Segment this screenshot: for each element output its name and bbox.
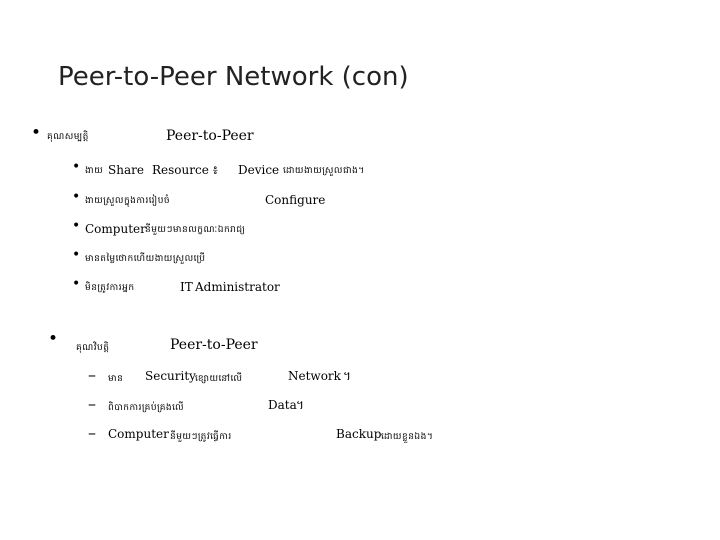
item-text: មិនត្រូវការអ្នក [85,283,135,293]
item-text: Computer [108,427,169,441]
bullet-icon: • [48,329,59,349]
item-text: ងាយស្រួលក្នុងការរៀបចំ [85,196,171,206]
slide-title: Peer-to-Peer Network (con) [58,62,409,92]
item-text: Computer [85,222,146,236]
bullet-icon: • [72,218,81,234]
item-text: ។ [296,398,304,412]
item-text: មានតម្លៃថោកហើយងាយស្រួលប្រើ [85,254,206,264]
item-text: Resource ៖ [152,163,218,177]
item-text: ពិបាកការគ្រប់គ្រងលើ [108,403,185,413]
bullet-icon: • [72,276,81,292]
item-text: ងាយ [85,166,104,176]
section-heading-english: Peer-to-Peer [170,337,258,353]
dash-icon: – [88,394,96,413]
item-text: Data [268,398,297,412]
item-text: ដោយខ្លួនឯង។ [381,432,434,442]
dash-icon: – [88,365,96,384]
item-text: Backup [336,427,382,441]
section-heading-khmer: គុណសម្បត្តិ [47,132,89,142]
bullet-icon: • [72,247,81,263]
bullet-icon: • [31,123,42,143]
item-text: ។ [343,369,351,383]
section-heading-english: Peer-to-Peer [166,128,254,144]
item-text: ខ្សោយនៅលើ [195,374,243,384]
item-text: Security [145,369,196,383]
item-text: មាន [108,374,124,384]
item-text: Configure [265,193,326,207]
item-text: Administrator [195,280,280,294]
bullet-icon: • [72,159,81,175]
bullet-icon: • [72,189,81,205]
section-heading-khmer: គុណវិបត្តិ [76,343,110,353]
item-text: Share [108,163,144,177]
item-text: ដោយងាយស្រួលជាង។ [283,166,365,176]
item-text: Network [288,369,341,383]
dash-icon: – [88,423,96,442]
item-text: IT [180,280,193,294]
item-text: នីមួយៗមានលក្ខណៈឯករាជ្យ [145,225,246,235]
item-text: Device [238,163,280,177]
item-text: នីមួយៗត្រូវធ្វើការ [170,432,232,442]
